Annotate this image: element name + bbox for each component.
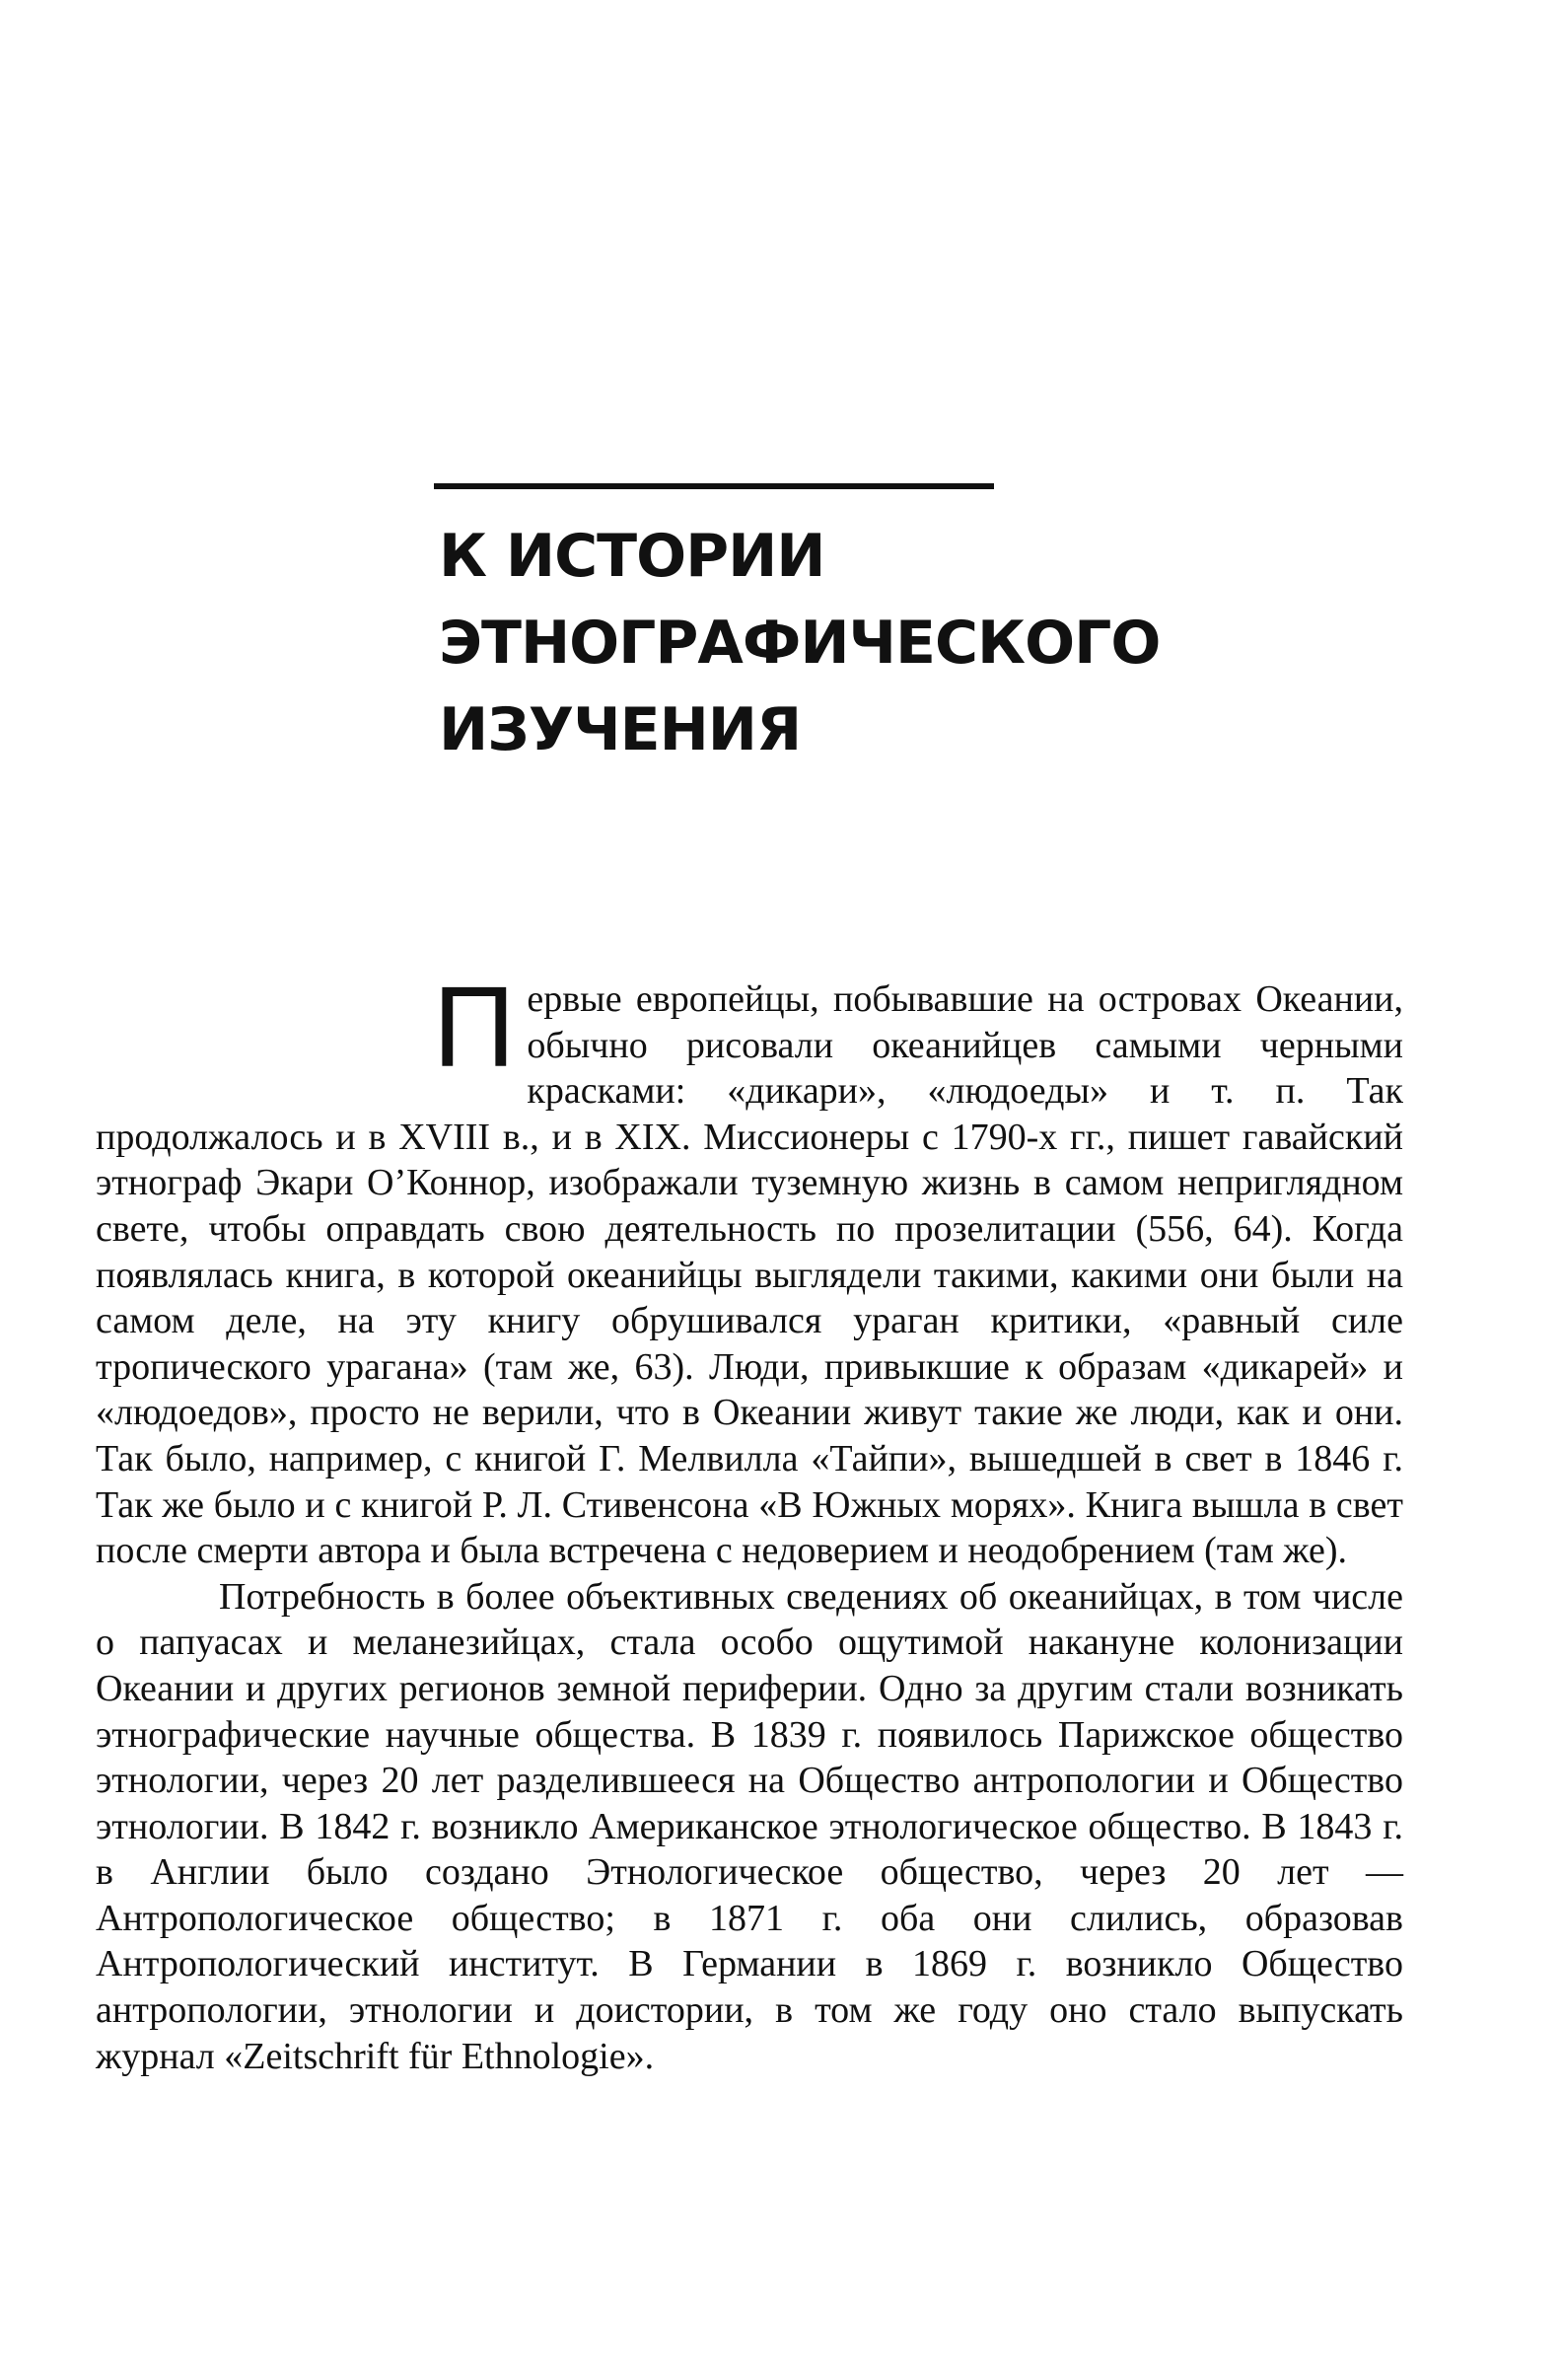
paragraph bbox=[96, 963, 1403, 1574]
paragraph-text: ервые европейцы, побывавшие на островах Океании, обычно рисовали океанийцев самыми черными красками: «дикари», «людоеды» и т. п. Так продолжалось и в XVIII в., и в XIX. Миссионеры с 1790-х гг., пишет гавайский этнограф Экари О’Коннор, изображали туземную жизнь в самом неприглядном свете, чтобы оправдать свою деятельность по прозелитации (556, 64). Когда появлялась книга, в которой океанийцы выглядели такими, какими они были на самом деле, на эту книгу обрушивался ураган критики, «равный силе тропического урагана» (там же, 63). Люди, привыкшие к образам «дикарей» и «людоедов», просто не верили, что в Океании живут такие же люди, как и они. Так было, например, с книгой Г. Мелвилла «Тайпи», вышедшей в свет в 1846 г. Так же было и с книгой Р. Л. Стивенсона «В Южных морях». Книга вышла в свет после смерти автора и была встречена с недоверием и неодобрением (там же). bbox=[96, 978, 1403, 1572]
chapter-title bbox=[439, 513, 1161, 773]
chapter-title-line: ИЗУЧЕНИЯ bbox=[439, 695, 802, 764]
paragraph: Потребность в более объективных сведениях об океанийцах, в том числе о папуасах и меланезийцах, стала особо ощутимой накануне колонизации Океании и других регионов земной периферии. Одно за другим стали возникать этнографические научные общества. В 1839 г. появилось Парижское общество этнологии, через 20 лет разделившееся на Общество антропологии и Общество этнологии. В 1842 г. возникло Американское этнологическое общество. В 1843 г. в Англии было создано Этнологическое общество, через 20 лет — Антропологическое общество; в 1871 г. оба они слились, образовав Антропологический институт. В Германии в 1869 г. возникло Общество антропологии, этнологии и доистории, в том же году оно стало выпускать журнал «Zeitschrift für Ethnologie». bbox=[96, 1575, 1403, 2077]
drop-cap: П bbox=[433, 963, 516, 1091]
chapter-title-line: К ИСТОРИИ bbox=[439, 522, 825, 591]
body-text bbox=[96, 963, 1403, 2079]
chapter-title-rule bbox=[434, 483, 994, 489]
chapter-title-line: ЭТНОГРАФИЧЕСКОГО bbox=[439, 609, 1161, 678]
